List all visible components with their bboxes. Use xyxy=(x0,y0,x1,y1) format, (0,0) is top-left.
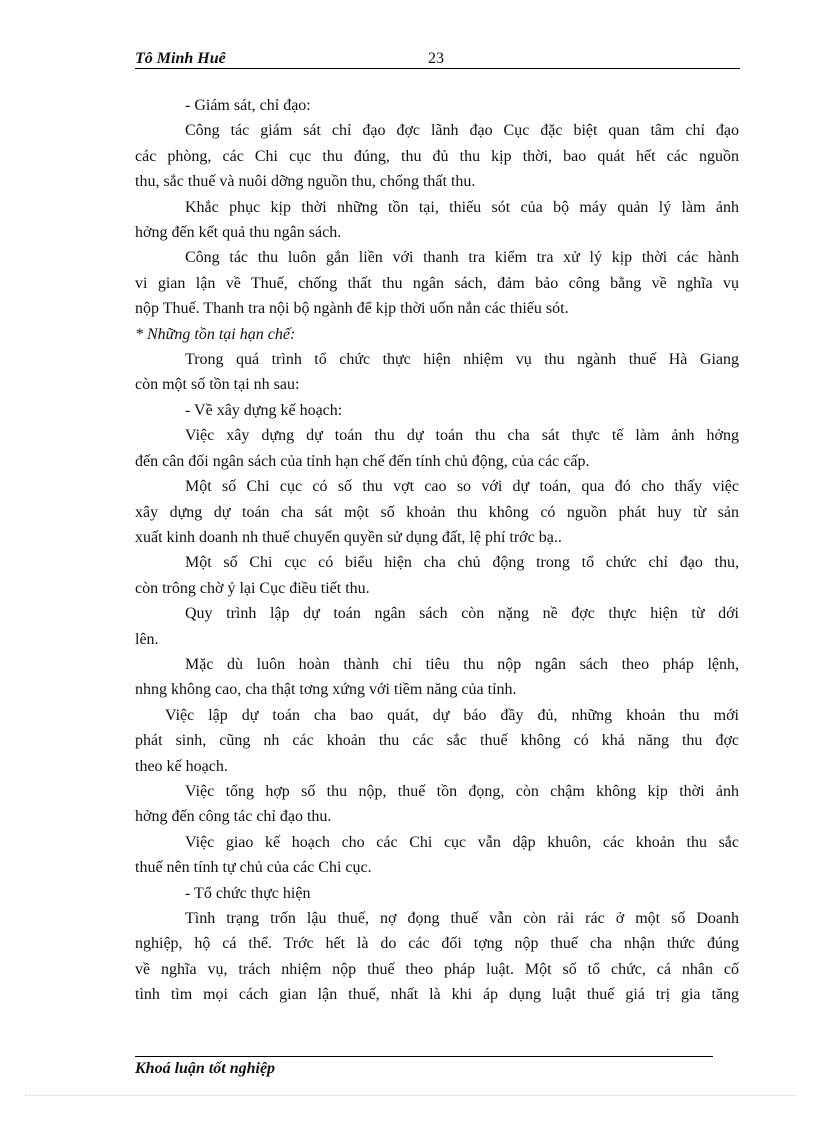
text-line: phát sinh, cũng nh các khoản thu các sắc thuế không có khả năng thu đợc xyxy=(135,732,739,750)
document-body xyxy=(135,93,739,1008)
footer-rule xyxy=(135,1056,713,1057)
text-line: lên. xyxy=(135,630,159,648)
text-line: Trong quá trình tổ chức thực hiện nhiệm vụ thu ngành thuế Hà Giang xyxy=(185,351,739,369)
text-line: về nghĩa vụ, trách nhiệm nộp thuế theo pháp luật. Một số tổ chức, cá nhân cố xyxy=(135,960,739,978)
text-line: * Những tồn tại hạn chế: xyxy=(135,325,296,343)
text-line: Việc xây dựng dự toán thu dự toán thu cha sát thực tế làm ảnh hởng xyxy=(185,427,739,445)
text-line: nghiệp, hộ cá thể. Trớc hết là do các đối tợng nộp thuế cha nhận thức đúng xyxy=(135,935,739,953)
text-line: Tình trạng trốn lậu thuế, nợ đọng thuế vẫn còn rải rác ở một số Doanh xyxy=(185,910,739,927)
text-line: xây dựng dự toán cha sát một số khoản thu không có nguồn phát huy từ sản xyxy=(135,503,739,521)
text-line: Khắc phục kịp thời những tồn tại, thiếu sót của bộ máy quản lý làm ảnh xyxy=(185,198,739,216)
text-line: Công tác thu luôn gắn liền với thanh tra kiểm tra xử lý kịp thời các hành xyxy=(185,249,739,267)
page-bottom-dotted-rule xyxy=(25,1095,795,1096)
text-line: Công tác giám sát chỉ đạo đợc lãnh đạo Cục đặc biệt quan tâm chỉ đạo xyxy=(185,122,739,140)
text-line: Việc tổng hợp số thu nộp, thuế tồn đọng, còn chậm không kịp thời ảnh xyxy=(185,782,739,800)
footer-label: Khoá luận tốt nghiệp xyxy=(135,1060,276,1077)
text-line: Việc giao kế hoạch cho các Chi cục vẫn dập khuôn, các khoản thu sắc xyxy=(185,833,739,851)
text-line: - Về xây dựng kế hoạch: xyxy=(185,401,343,419)
text-line: các phòng, các Chi cục thu đúng, thu đủ thu kịp thời, bao quát hết các nguồn xyxy=(135,147,739,165)
text-line: còn trông chờ ỷ lại Cục điều tiết thu. xyxy=(135,579,370,597)
text-line: vi gian lận về Thuế, chống thất thu ngân sách, đảm bảo công bằng về nghĩa vụ xyxy=(135,274,739,292)
text-line: nộp Thuế. Thanh tra nội bộ ngành để kịp thời uốn nắn các thiếu sót. xyxy=(135,300,569,318)
text-line: tình tìm mọi cách gian lận thuế, nhất là khi áp dụng luật thuế giá trị gia tăng xyxy=(135,986,739,1004)
author-name: Tô Minh Huê xyxy=(135,50,226,67)
text-line: - Giám sát, chỉ đạo: xyxy=(185,97,311,114)
text-line: - Tổ chức thực hiện xyxy=(185,884,311,902)
text-line: Một số Chi cục có số thu vợt cao so với dự toán, qua đó cho thấy việc xyxy=(185,478,739,496)
text-line: thu, sắc thuế và nuôi dỡng nguồn thu, chống thất thu. xyxy=(135,173,476,191)
text-line: Quy trình lập dự toán ngân sách còn nặng nề đợc thực hiện từ dới xyxy=(185,605,739,623)
text-line: nhng không cao, cha thật tơng xứng với tiềm năng của tỉnh. xyxy=(135,681,517,699)
page-number: 23 xyxy=(428,50,444,67)
text-line: thuế nên tính tự chủ của các Chi cục. xyxy=(135,859,372,877)
text-line: Mặc dù luôn hoàn thành chỉ tiêu thu nộp ngân sách theo pháp lệnh, xyxy=(185,655,739,673)
text-line: xuất kinh doanh nh thuế chuyển quyền sử dụng đất, lệ phí trớc bạ.. xyxy=(135,528,562,546)
text-line: đến cân đối ngân sách của tỉnh hạn chế đến tính chủ động, của các cấp. xyxy=(135,452,590,470)
text-line: hởng đến công tác chỉ đạo thu. xyxy=(135,808,332,826)
text-line: còn một số tồn tại nh sau: xyxy=(135,376,300,394)
text-line: Một số Chi cục có biểu hiện cha chủ động trong tổ chức chỉ đạo thu, xyxy=(185,554,739,572)
text-line: Việc lập dự toán cha bao quát, dự báo đầy đủ, những khoản thu mới xyxy=(165,706,739,724)
page-header xyxy=(135,50,740,69)
text-line: theo kế hoạch. xyxy=(135,757,228,775)
text-line: hởng đến kết quả thu ngân sách. xyxy=(135,224,342,242)
